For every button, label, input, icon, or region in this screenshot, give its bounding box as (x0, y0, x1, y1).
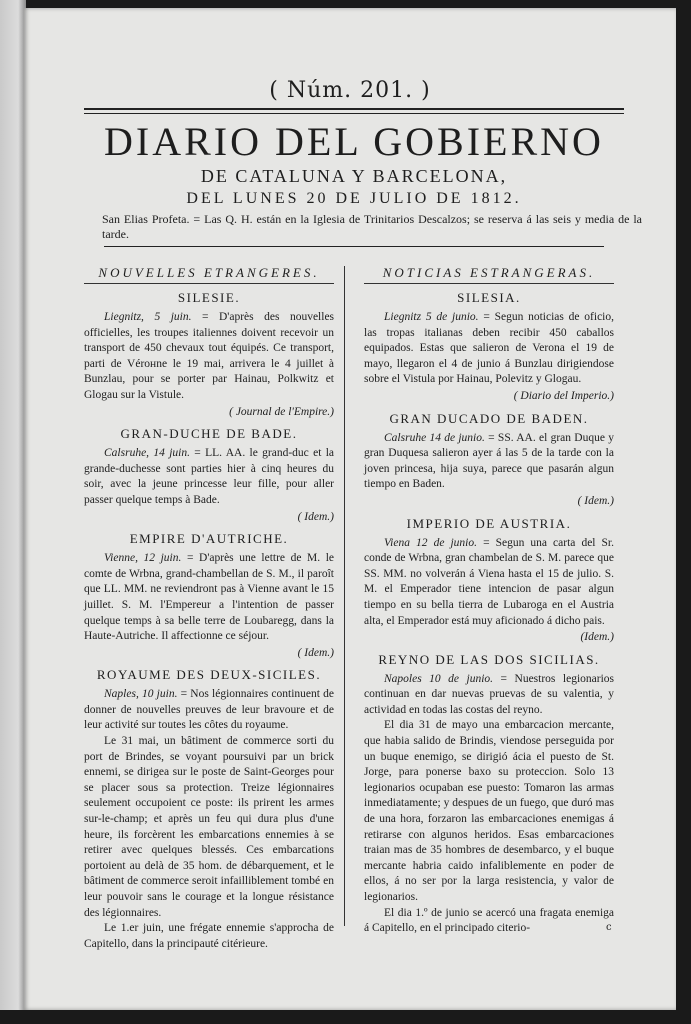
article-source: ( Diario del Imperio.) (513, 389, 614, 402)
section-heading: GRAN-DUCHE DE BADE. (120, 426, 298, 442)
section-heading: SILESIA. (457, 290, 521, 305)
article-text: = LL. AA. le grand-duc et la grande-duchesse sont parties hier à cinq heures du soir, avec la jeune princesse leur fille, pour aller passer quelque temps à Bade. (84, 447, 335, 506)
right-section-baden (364, 411, 614, 510)
article-source: ( Idem.) (297, 646, 334, 659)
left-column-french (84, 264, 334, 952)
left-section-siciles (84, 667, 334, 952)
right-section-sicilias (364, 652, 614, 937)
article-paragraph (84, 551, 334, 645)
article-place-date: Liegnitz 5 de junio. (384, 311, 479, 323)
dateline: DEL LUNES 20 DE JULIO DE 1812. (186, 190, 522, 207)
article-text: = Segun una carta del Sr. conde de Wrbna, gran chambelan de S. M. parece que SS. MM. no volverán á Viena hasta el 15 de julio. S. M. el Emperador tiene intencion de pasar algun tiempo en su bella tierra de Lubaroga en el Austria alta, el Emperador está muy aficionado á dicho pais. (364, 536, 615, 627)
right-section-austria (364, 516, 614, 646)
article-text: = D'après des nouvelles officielles, les troupes italiennes doivent recevoir un transport de 450 chevaux tout équipés. Ce transport, parti de Vérонne le 19 mai, arrivera le 4 juillet à Bunzlau, pour se porter par Hainau, Polkwitz et Glogau sur la Vistule. (84, 311, 335, 401)
article-text: = Nos légionnaires continuent de donner de nouvelles preuves de leur bravoure et de leur activité sur toutes les côtes du royaume. (84, 688, 334, 732)
article-place-date: Vienne, 12 juin. (104, 552, 182, 565)
top-rule-thin (84, 113, 624, 114)
article-place-date: Viena 12 de junio. (384, 536, 477, 549)
article-source: (Idem.) (580, 631, 614, 644)
article-source: ( Journal de l'Empire.) (229, 405, 334, 418)
masthead-subtitle: DE CATALUNA Y BARCELONA, (200, 166, 508, 186)
article-place-date: Liegnitz, 5 juin. (104, 311, 192, 323)
article-paragraph: El dia 31 de mayo una embarcacion mercante, que habia salido de Brindis, viendose perseguida por un buque enemigo, se dirigió ácia el puesto de St. Jorge, para ponerse baxo su proteccion. Solo 13 legionarios ocupaban ese puesto: Tomaron las armas inmediatamente; y despues de un fuego, que duró mas de una hora, forzaron las embarcaciones enemigas á retirarse con algunos heridos. Esas embarcaciones traian mas de 35 hombres de desembarco, y el buque mercante habria caido infaliblemente en poder de ellos, á no ser por la larga resistencia, y valor de legionarios. (364, 719, 614, 903)
article-paragraph: Le 31 mai, un bâtiment de commerce sorti du port de Brindes, se voyant poursuivi par un brick ennemi, se dirigea sur le poste de Saint-Georges pour se placer sous sa protection. Treize légionnaires seulement occupoient ce poste: ils prirent les armes sur-le-champ; et après un feu qui dura plus d'une heure, ils forcèrent les embarcations ennemies à se retirer avec quelques blessés. Ces embarcations portoient au delà de 35 hom. de débarquement, et le bâtiment de commerce seroit infailliblement tombé en leur pouvoir sans le courage et la longue résistance des légionnaires. (84, 735, 334, 919)
masthead-title: DIARIO DEL GOBIERNO (104, 119, 604, 164)
article-text: = Segun noticias de oficio, las tropas italianas deben recibir 450 caballos equipados. Estas que salieron de Verona el 19 de mayo, llegaron el 4 de junio á Bunzlau dirigiendose sobre el Vistula por Hainau, Polevitz y Glogau. (364, 311, 614, 386)
article-paragraph (84, 446, 334, 508)
right-title-rule (364, 283, 614, 284)
section-heading: IMPERIO DE AUSTRIA. (406, 515, 572, 531)
column-divider (344, 266, 345, 926)
header-divider-rule (104, 246, 604, 247)
article-paragraph (364, 536, 614, 630)
article-paragraph: Le 1.er juin, une frégate ennemie s'approcha de Capitello, dans la principauté citérieure. (84, 922, 334, 950)
top-rule (84, 108, 624, 110)
article-paragraph (84, 310, 334, 404)
left-section-bade (84, 426, 334, 525)
article-paragraph (84, 687, 334, 734)
article-place-date: Calsruhe, 14 juin. (104, 447, 190, 460)
article-text: = D'après une lettre de M. le comte de Wrbna, grand-chambellan de S. M., il paroît que LL. MM. ne reviendront pas à Vienne avant le 15 juillet. S. M. l'Empereur a l'intention de passer quelque temps à sa belle terre de Loubaregg, dans la Haute-Autriche. Il affectionne ce séjour. (84, 552, 335, 643)
left-column-title: NOUVELLES ETRANGERES. (98, 265, 320, 280)
right-column-spanish (364, 264, 614, 937)
left-section-silesie (84, 290, 334, 420)
section-heading: ROYAUME DES DEUX-SICILES. (96, 667, 322, 683)
section-heading: GRAN DUCADO DE BADEN. (389, 410, 589, 426)
article-place-date: Napoles 10 de junio. (384, 672, 494, 685)
facing-page-edge (0, 0, 26, 1010)
article-source: ( Idem.) (577, 494, 614, 507)
left-title-rule (84, 283, 334, 284)
religious-notice: San Elias Profeta. = Las Q. H. están en la Iglesia de Trinitarios Descalzos; se reserva á las seis y media de la tarde. (102, 212, 642, 241)
catchword: c (606, 922, 612, 933)
article-text: = SS. AA. el gran Duque y gran Duquesa salieron ayer á las 5 de la tarde con la joven princesa, hija suya, parece que pasarán algun tiempo en Baden. (364, 431, 614, 491)
issue-number: ( Núm. 201. ) (269, 78, 431, 103)
article-place-date: Naples, 10 juin. (104, 688, 178, 701)
article-paragraph (364, 431, 614, 493)
article-place-date: Calsruhe 14 de junio. (384, 431, 485, 444)
newspaper-page (24, 8, 676, 1010)
article-paragraph: El dia 1.º de junio se acercó una fragata enemiga á Capitello, en el principado citerio- (364, 906, 614, 935)
section-heading: REYNO DE LAS DOS SICILIAS. (378, 651, 600, 667)
article-text: = Nuestros legionarios continuan en dar nuevas pruevas de su valentia, y actividad en todas las costas del reyno. (364, 672, 614, 716)
left-section-autriche (84, 531, 334, 661)
right-section-silesia (364, 290, 614, 405)
article-paragraph (364, 310, 614, 388)
article-source: ( Idem.) (297, 510, 334, 523)
section-heading: EMPIRE D'AUTRICHE. (129, 531, 289, 547)
article-paragraph (364, 672, 614, 719)
section-heading: SILESIE. (177, 290, 241, 305)
right-column-title: NOTICIAS ESTRANGERAS. (382, 265, 596, 280)
